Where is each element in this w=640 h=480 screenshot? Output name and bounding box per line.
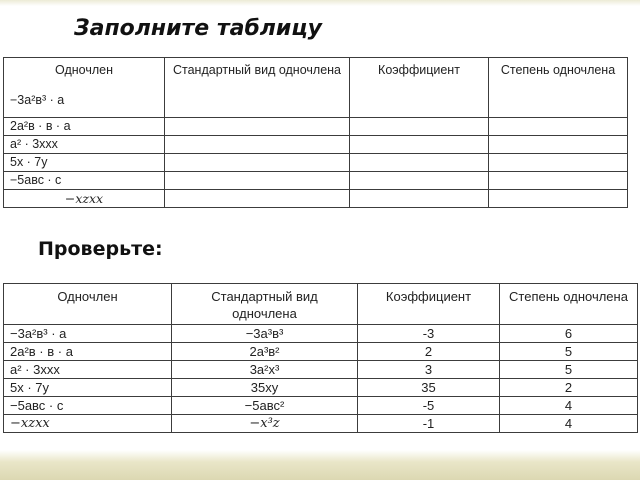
answers-degree: 4 xyxy=(500,397,638,415)
exercise-standard-cell[interactable] xyxy=(165,172,350,190)
answers-monomial: 5х · 7у xyxy=(4,379,172,397)
exercise-standard-cell[interactable] xyxy=(165,190,350,208)
exercise-header-degree: Степень одночлена xyxy=(489,58,628,118)
background-bottom-band xyxy=(0,450,640,480)
exercise-coefficient-cell[interactable] xyxy=(350,172,489,190)
answers-standard-form: 2а³в² xyxy=(172,343,358,361)
exercise-monomial: а² · 3ххх xyxy=(4,136,165,154)
exercise-standard-cell[interactable] xyxy=(165,154,350,172)
exercise-row xyxy=(4,154,628,172)
answers-monomial: а² · 3ххх xyxy=(4,361,172,379)
answers-row xyxy=(4,415,638,433)
answers-coefficient: -3 xyxy=(358,325,500,343)
answers-monomial: −5авс · с xyxy=(4,397,172,415)
exercise-header-monomial: Одночлен xyxy=(55,63,113,77)
exercise-row xyxy=(4,136,628,154)
exercise-degree-cell[interactable] xyxy=(489,136,628,154)
exercise-first-monomial: −3а²в³ · а xyxy=(10,93,65,107)
answers-degree: 4 xyxy=(500,415,638,433)
exercise-coefficient-cell[interactable] xyxy=(350,154,489,172)
exercise-degree-cell[interactable] xyxy=(489,154,628,172)
answers-table xyxy=(3,283,638,433)
exercise-header-coefficient: Коэффициент xyxy=(350,58,489,118)
answers-row xyxy=(4,343,638,361)
answers-standard-form: −3а³в³ xyxy=(172,325,358,343)
answers-standard-form: 3а²х³ xyxy=(172,361,358,379)
exercise-header-standard-form: Стандартный вид одночлена xyxy=(165,58,350,118)
answers-standard-form: −5авс² xyxy=(172,397,358,415)
exercise-degree-cell[interactable] xyxy=(489,118,628,136)
answers-header-degree: Степень одночлена xyxy=(500,284,638,325)
exercise-row xyxy=(4,190,628,208)
answers-coefficient: -1 xyxy=(358,415,500,433)
exercise-row xyxy=(4,118,628,136)
answers-header-standard-form: Стандартный вид одночлена xyxy=(172,284,358,325)
exercise-table xyxy=(3,57,628,208)
exercise-degree-cell[interactable] xyxy=(489,190,628,208)
exercise-monomial: −xzxx xyxy=(4,190,165,208)
answers-row xyxy=(4,379,638,397)
answers-standard-form: −x³z xyxy=(172,415,358,433)
answers-coefficient: 3 xyxy=(358,361,500,379)
exercise-header-row xyxy=(4,58,628,118)
exercise-coefficient-cell[interactable] xyxy=(350,118,489,136)
answers-coefficient: -5 xyxy=(358,397,500,415)
exercise-row xyxy=(4,172,628,190)
background-top-band xyxy=(0,0,640,6)
answers-degree: 5 xyxy=(500,343,638,361)
answers-standard-form: 35ху xyxy=(172,379,358,397)
exercise-monomial: 5х · 7у xyxy=(4,154,165,172)
answers-monomial: −xzxx xyxy=(4,415,172,433)
answers-coefficient: 35 xyxy=(358,379,500,397)
check-heading: Проверьте: xyxy=(38,238,163,260)
exercise-degree-cell[interactable] xyxy=(489,172,628,190)
exercise-monomial: −5авс · с xyxy=(4,172,165,190)
exercise-standard-cell[interactable] xyxy=(165,118,350,136)
answers-degree: 6 xyxy=(500,325,638,343)
answers-monomial: −3а²в³ · а xyxy=(4,325,172,343)
exercise-header-monomial-cell xyxy=(4,58,165,118)
answers-header-monomial: Одночлен xyxy=(4,284,172,325)
answers-monomial: 2а²в · в · а xyxy=(4,343,172,361)
exercise-coefficient-cell[interactable] xyxy=(350,136,489,154)
answers-degree: 5 xyxy=(500,361,638,379)
exercise-monomial: 2а²в · в · а xyxy=(4,118,165,136)
answers-degree: 2 xyxy=(500,379,638,397)
answers-row xyxy=(4,361,638,379)
page-title: Заполните таблицу xyxy=(74,16,322,41)
exercise-coefficient-cell[interactable] xyxy=(350,190,489,208)
answers-coefficient: 2 xyxy=(358,343,500,361)
answers-row xyxy=(4,325,638,343)
answers-header-coefficient: Коэффициент xyxy=(358,284,500,325)
exercise-standard-cell[interactable] xyxy=(165,136,350,154)
answers-row xyxy=(4,397,638,415)
answers-header-row xyxy=(4,284,638,325)
